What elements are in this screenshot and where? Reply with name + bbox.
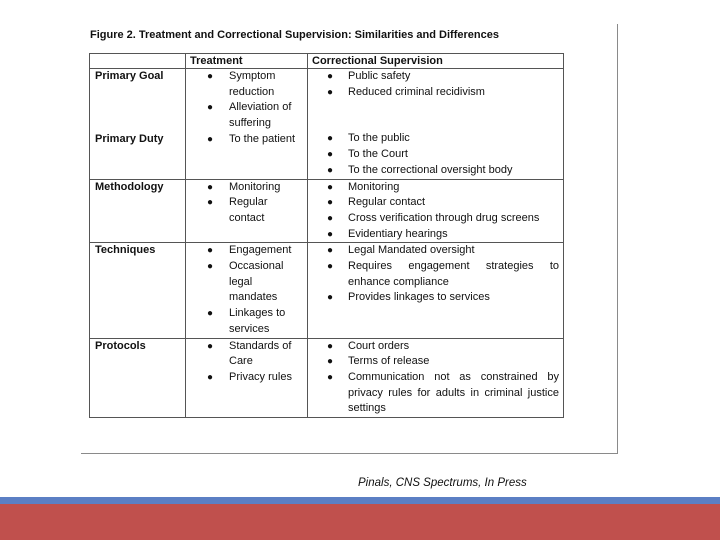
list-item: ● Regular contact: [207, 196, 268, 224]
bullet-icon: ●: [327, 181, 334, 193]
table-row-methodology: [90, 179, 564, 243]
bullet-icon: ●: [207, 261, 214, 273]
bullet-icon: ●: [327, 164, 334, 176]
list-item: ● To the correctional oversight body: [308, 163, 563, 179]
correctional-duty-list: [308, 131, 563, 178]
bullet-icon: ●: [207, 340, 214, 352]
row-labels-goal-duty: [90, 69, 186, 180]
row-label-techniques: Techniques: [90, 243, 186, 338]
bullet-icon: ●: [207, 71, 214, 82]
bullet-icon: ●: [207, 197, 214, 209]
list-item: ● Legal Mandated oversight: [308, 243, 563, 259]
correctional-methodology-list: [308, 180, 563, 243]
row-label-methodology: Methodology: [90, 179, 186, 243]
list-item: ● Monitoring: [308, 180, 563, 196]
treatment-protocols-list: [186, 339, 307, 386]
bullet-icon: ●: [327, 197, 334, 209]
row-label-protocols: Protocols: [90, 338, 186, 418]
list-item: ● Communication not as constrained by privacy rules for adults in criminal justice settings: [327, 370, 559, 415]
correctional-protocols-list: [308, 339, 563, 418]
list-item: ● Terms of release: [308, 354, 563, 370]
row-label-primary-goal: Primary Goal: [95, 70, 164, 82]
header-blank: [90, 54, 186, 69]
table-header-row: [90, 54, 564, 69]
treatment-techniques-list: [186, 243, 307, 337]
bullet-icon: ●: [327, 292, 334, 304]
bullet-icon: ●: [327, 371, 334, 383]
list-item: ● Engagement: [186, 243, 307, 259]
bullet-icon: ●: [207, 371, 214, 383]
treatment-goal-duty-list: [186, 69, 307, 148]
table-row-goal-duty: [90, 69, 564, 180]
bullet-icon: ●: [207, 102, 214, 114]
list-item: ● Public safety: [308, 69, 563, 85]
bullet-icon: ●: [207, 133, 214, 145]
list-item: ● Court orders: [308, 339, 563, 355]
bullet-icon: ●: [327, 71, 334, 82]
comparison-table: [89, 53, 564, 418]
list-item: ● Evidentiary hearings: [308, 227, 563, 243]
table-row-techniques: [90, 243, 564, 338]
citation: Pinals, CNS Spectrums, In Press: [358, 477, 527, 489]
treatment-methodology-list: [186, 180, 307, 227]
list-item: ● Monitoring: [186, 180, 307, 196]
list-item: ● Symptom reduction: [207, 70, 276, 98]
list-item: ● To the Court: [308, 147, 563, 163]
list-item: ● Requires engagement strategies to enhance compliance: [327, 260, 559, 288]
bullet-icon: ●: [327, 228, 334, 240]
list-item: ● Provides linkages to services: [308, 290, 563, 306]
bullet-icon: ●: [207, 181, 214, 193]
row-label-primary-duty: Primary Duty: [95, 132, 164, 145]
bullet-icon: ●: [327, 245, 334, 257]
list-item: ● Regular contact: [308, 195, 563, 211]
bullet-icon: ●: [207, 308, 214, 320]
list-item: ● Standards of Care: [207, 339, 292, 368]
header-correctional: Correctional Supervision: [308, 54, 564, 69]
list-item: ● To the patient: [186, 132, 307, 148]
list-item: ● Alleviation of suffering: [207, 101, 292, 130]
list-item: ● Privacy rules: [186, 370, 307, 386]
list-item: ● Cross verification through drug screens: [308, 211, 563, 227]
list-item: ● Reduced criminal recidivism: [308, 85, 563, 101]
figure-title: Figure 2. Treatment and Correctional Supervision: Similarities and Differences: [90, 29, 499, 41]
bullet-icon: ●: [207, 245, 214, 257]
bullet-icon: ●: [327, 86, 334, 98]
bullet-icon: ●: [327, 149, 334, 161]
table-row-protocols: [90, 338, 564, 418]
footer-red-bar: [0, 504, 720, 540]
bullet-icon: ●: [327, 356, 334, 368]
bullet-icon: ●: [327, 133, 334, 145]
list-item: ● To the public: [308, 131, 563, 147]
bullet-icon: ●: [327, 212, 334, 224]
bullet-icon: ●: [327, 340, 334, 352]
correctional-techniques-list: [308, 243, 563, 306]
bullet-icon: ●: [327, 261, 334, 273]
correctional-goal-list: [308, 69, 563, 100]
footer-blue-bar: [0, 497, 720, 504]
list-item: ● Linkages to services: [207, 307, 286, 335]
list-item: ● Occasional legal mandates: [207, 260, 284, 304]
header-treatment: Treatment: [186, 54, 308, 69]
